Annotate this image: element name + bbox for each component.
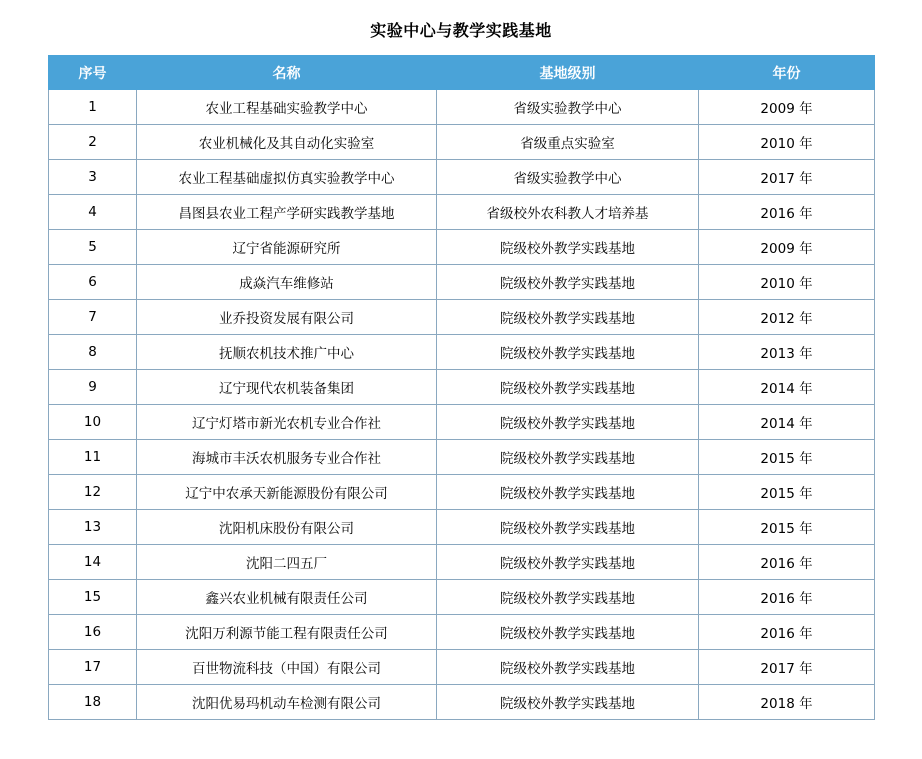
- cell-year: 2010 年: [699, 265, 875, 300]
- cell-index: 16: [49, 615, 137, 650]
- cell-level: 省级实验教学中心: [437, 160, 699, 195]
- cell-level: 院级校外教学实践基地: [437, 335, 699, 370]
- table-row: [49, 650, 875, 685]
- table-row: [49, 545, 875, 580]
- cell-year: 2010 年: [699, 125, 875, 160]
- cell-name: 农业机械化及其自动化实验室: [137, 125, 437, 160]
- cell-year: 2018 年: [699, 685, 875, 720]
- cell-index: 12: [49, 475, 137, 510]
- column-header-year: 年份: [699, 56, 875, 90]
- cell-index: 11: [49, 440, 137, 475]
- cell-year: 2014 年: [699, 405, 875, 440]
- cell-name: 沈阳机床股份有限公司: [137, 510, 437, 545]
- cell-name: 沈阳二四五厂: [137, 545, 437, 580]
- table-row: [49, 300, 875, 335]
- cell-year: 2015 年: [699, 510, 875, 545]
- column-header-name: 名称: [137, 56, 437, 90]
- table-row: [49, 195, 875, 230]
- cell-name: 鑫兴农业机械有限责任公司: [137, 580, 437, 615]
- table-row: [49, 90, 875, 125]
- table-row: [49, 510, 875, 545]
- table-row: [49, 230, 875, 265]
- cell-level: 院级校外教学实践基地: [437, 300, 699, 335]
- cell-index: 5: [49, 230, 137, 265]
- table-header-row: [49, 56, 875, 90]
- cell-index: 2: [49, 125, 137, 160]
- table-row: [49, 370, 875, 405]
- cell-year: 2013 年: [699, 335, 875, 370]
- table-row: [49, 265, 875, 300]
- cell-index: 17: [49, 650, 137, 685]
- table-header: [49, 56, 875, 90]
- cell-level: 院级校外教学实践基地: [437, 440, 699, 475]
- cell-year: 2015 年: [699, 475, 875, 510]
- cell-name: 辽宁灯塔市新光农机专业合作社: [137, 405, 437, 440]
- cell-level: 院级校外教学实践基地: [437, 615, 699, 650]
- table-row: [49, 440, 875, 475]
- table-row: [49, 475, 875, 510]
- cell-level: 省级校外农科教人才培养基: [437, 195, 699, 230]
- cell-year: 2012 年: [699, 300, 875, 335]
- cell-name: 辽宁现代农机装备集团: [137, 370, 437, 405]
- column-header-index: 序号: [49, 56, 137, 90]
- cell-level: 院级校外教学实践基地: [437, 685, 699, 720]
- cell-index: 1: [49, 90, 137, 125]
- cell-year: 2017 年: [699, 160, 875, 195]
- cell-index: 10: [49, 405, 137, 440]
- cell-name: 沈阳万利源节能工程有限责任公司: [137, 615, 437, 650]
- cell-level: 院级校外教学实践基地: [437, 650, 699, 685]
- cell-year: 2009 年: [699, 230, 875, 265]
- cell-index: 13: [49, 510, 137, 545]
- cell-index: 4: [49, 195, 137, 230]
- cell-level: 院级校外教学实践基地: [437, 370, 699, 405]
- cell-level: 省级重点实验室: [437, 125, 699, 160]
- cell-year: 2016 年: [699, 545, 875, 580]
- cell-name: 抚顺农机技术推广中心: [137, 335, 437, 370]
- cell-index: 14: [49, 545, 137, 580]
- table-row: [49, 580, 875, 615]
- cell-index: 3: [49, 160, 137, 195]
- cell-name: 百世物流科技（中国）有限公司: [137, 650, 437, 685]
- cell-index: 7: [49, 300, 137, 335]
- cell-level: 院级校外教学实践基地: [437, 545, 699, 580]
- table-row: [49, 160, 875, 195]
- cell-year: 2014 年: [699, 370, 875, 405]
- cell-level: 院级校外教学实践基地: [437, 405, 699, 440]
- cell-name: 昌图县农业工程产学研实践教学基地: [137, 195, 437, 230]
- table-row: [49, 615, 875, 650]
- cell-name: 辽宁中农承天新能源股份有限公司: [137, 475, 437, 510]
- table-row: [49, 405, 875, 440]
- cell-level: 省级实验教学中心: [437, 90, 699, 125]
- cell-name: 沈阳优易玛机动车检测有限公司: [137, 685, 437, 720]
- cell-year: 2017 年: [699, 650, 875, 685]
- cell-level: 院级校外教学实践基地: [437, 510, 699, 545]
- cell-year: 2016 年: [699, 580, 875, 615]
- page-title: 实验中心与教学实践基地: [370, 21, 552, 40]
- column-header-level: 基地级别: [437, 56, 699, 90]
- table-row: [49, 125, 875, 160]
- cell-year: 2016 年: [699, 195, 875, 230]
- cell-name: 农业工程基础实验教学中心: [137, 90, 437, 125]
- cell-year: 2009 年: [699, 90, 875, 125]
- cell-year: 2015 年: [699, 440, 875, 475]
- cell-level: 院级校外教学实践基地: [437, 580, 699, 615]
- cell-index: 18: [49, 685, 137, 720]
- table-body: [49, 90, 875, 720]
- cell-name: 海城市丰沃农机服务专业合作社: [137, 440, 437, 475]
- table-row: [49, 335, 875, 370]
- cell-name: 辽宁省能源研究所: [137, 230, 437, 265]
- cell-index: 15: [49, 580, 137, 615]
- practice-base-table: [48, 55, 875, 720]
- cell-level: 院级校外教学实践基地: [437, 230, 699, 265]
- cell-name: 业乔投资发展有限公司: [137, 300, 437, 335]
- cell-index: 9: [49, 370, 137, 405]
- cell-name: 农业工程基础虚拟仿真实验教学中心: [137, 160, 437, 195]
- cell-index: 8: [49, 335, 137, 370]
- table-container: [0, 55, 922, 720]
- cell-index: 6: [49, 265, 137, 300]
- cell-year: 2016 年: [699, 615, 875, 650]
- cell-level: 院级校外教学实践基地: [437, 475, 699, 510]
- table-row: [49, 685, 875, 720]
- cell-level: 院级校外教学实践基地: [437, 265, 699, 300]
- cell-name: 成焱汽车维修站: [137, 265, 437, 300]
